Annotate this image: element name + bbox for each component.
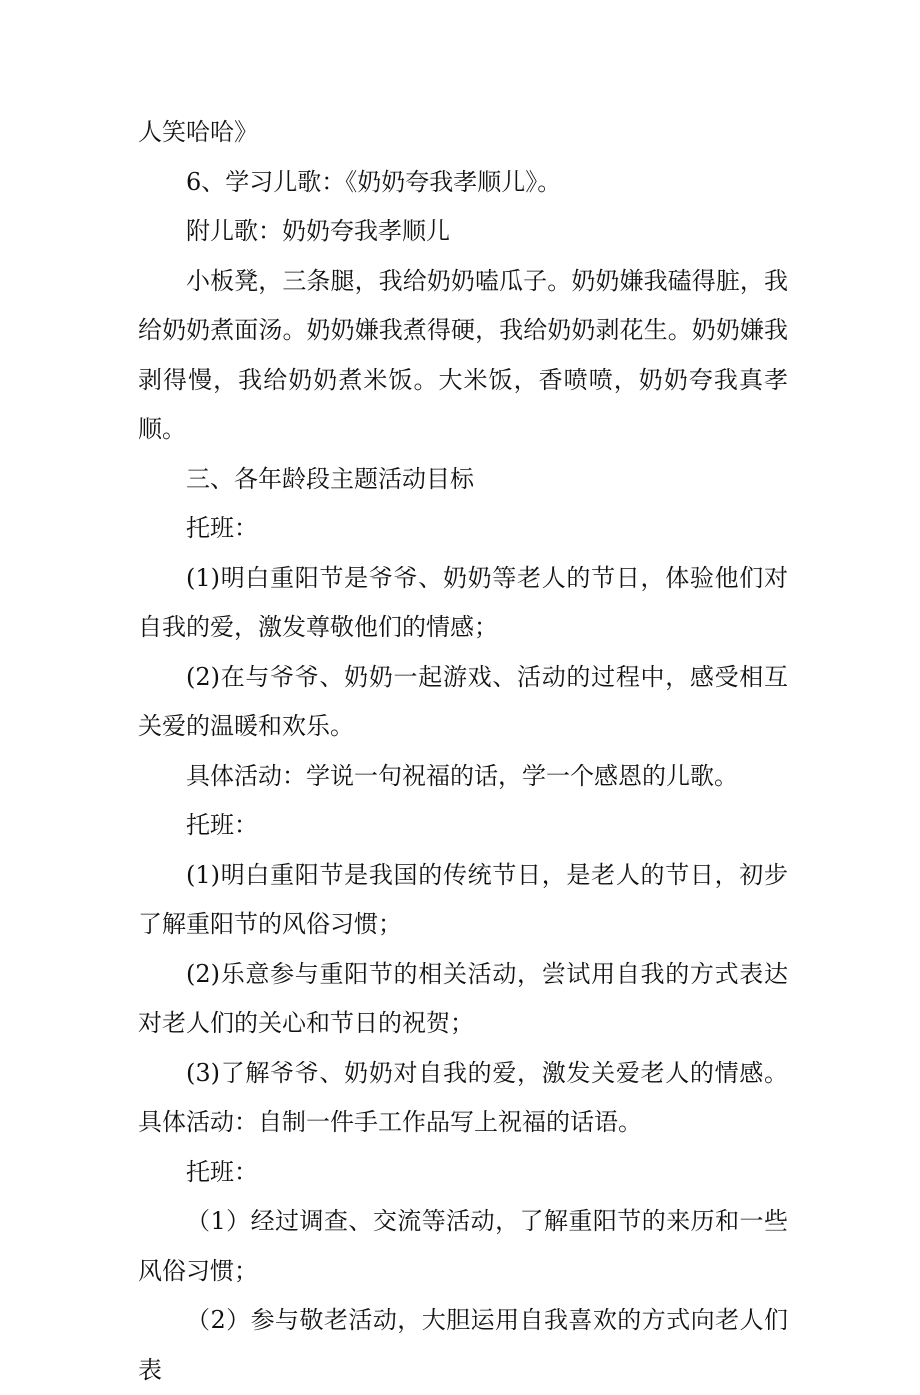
document-body — [138, 108, 788, 1395]
paragraph-song-lyrics: 小板凳，三条腿，我给奶奶嗑瓜子。奶奶嫌我磕得脏，我给奶奶煮面汤。奶奶嫌我煮得硬，我给奶奶剥花生。奶奶嫌我剥得慢，我给奶奶煮米饭。大米饭，香喷喷，奶奶夸我真孝顺。 — [138, 266, 788, 443]
class-label-3: 托班： — [186, 1157, 258, 1186]
goal-1-2: (2)在与爷爷、奶奶一起游戏、活动的过程中，感受相互关爱的温暖和欢乐。 — [138, 662, 788, 740]
goal-3-1: （1）经过调查、交流等活动，了解重阳节的来历和一些风俗习惯； — [138, 1207, 788, 1285]
paragraph-song-title: 附儿歌：奶奶夸我孝顺儿 — [186, 217, 450, 245]
goal-1-1: (1)明白重阳节是爷爷、奶奶等老人的节日，体验他们对自我的爱，激发尊敬他们的情感； — [138, 563, 788, 641]
activity-1: 具体活动：学说一句祝福的话，学一个感恩的儿歌。 — [186, 761, 738, 790]
class-label-2: 托班： — [186, 811, 258, 839]
goal-3-2: （2）参与敬老活动，大胆运用自我喜欢的方式向老人们表 — [138, 1306, 788, 1384]
section-heading-3: 三、各年龄段主题活动目标 — [186, 464, 474, 493]
paragraph-item-6: 6、学习儿歌：《奶奶夸我孝顺儿》。 — [186, 167, 562, 196]
goal-2-1: (1)明白重阳节是我国的传统节日，是老人的节日，初步了解重阳节的风俗习惯； — [138, 860, 788, 938]
paragraph-continuation: 人笑哈哈》 — [138, 118, 258, 146]
goal-2-3: (3)了解爷爷、奶奶对自我的爱，激发关爱老人的情感。具体活动：自制一件手工作品写上祝福的话语。 — [138, 1058, 788, 1136]
goal-2-2: (2)乐意参与重阳节的相关活动，尝试用自我的方式表达对老人们的关心和节日的祝贺； — [138, 959, 788, 1037]
class-label-1: 托班： — [186, 514, 258, 542]
